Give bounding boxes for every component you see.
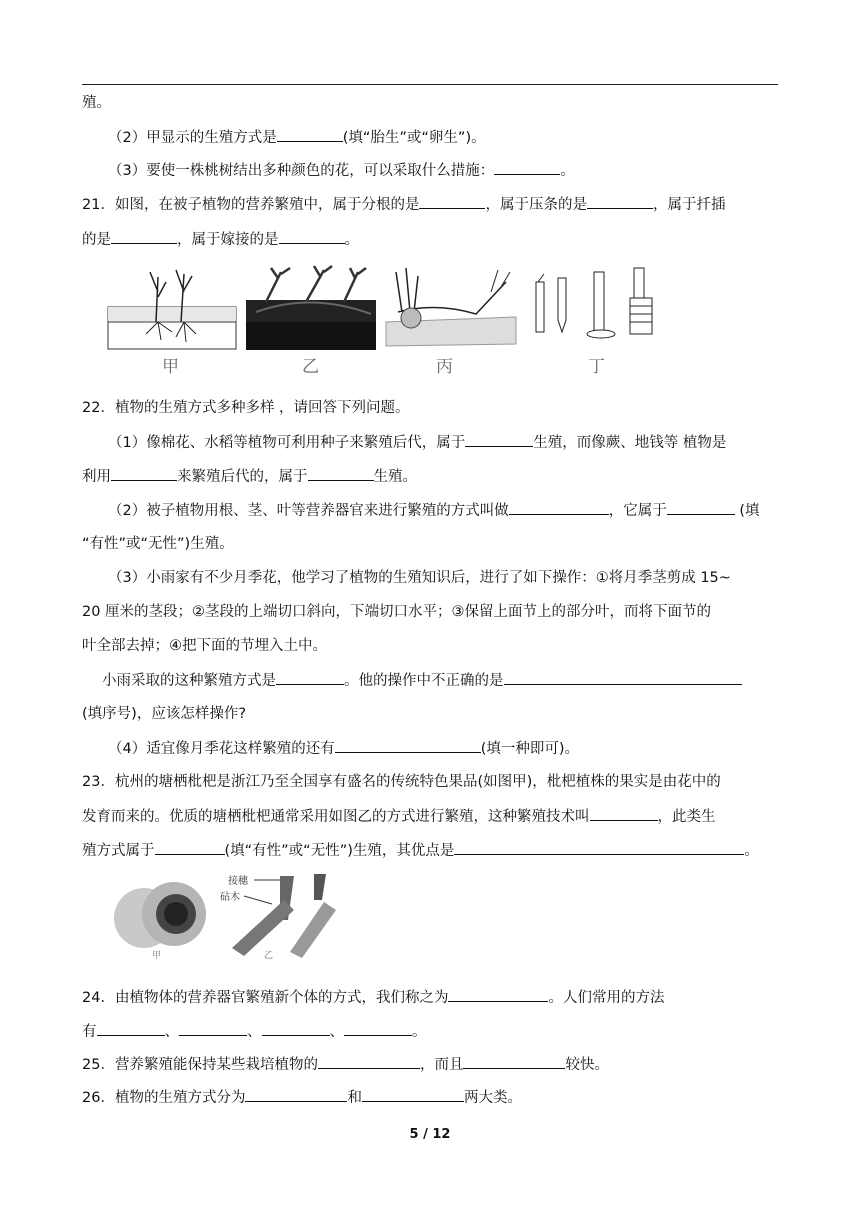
question-22-1-cont: 利用 来繁殖后代的，属于 生殖。: [82, 466, 782, 487]
question-22-3-ask-cont: (填序号)，应该怎样操作?: [82, 706, 247, 722]
question-22-2-cont: “有性”或“无性”)生殖。: [82, 536, 234, 552]
figure-21-label-yi: 乙: [302, 357, 319, 377]
answer-blank[interactable]: [587, 194, 653, 209]
answer-blank[interactable]: [262, 1021, 330, 1036]
page-number: 5 / 12: [409, 1127, 451, 1142]
figure-23-label-rootstock: 砧木: [220, 892, 240, 903]
question-22-3-ask: 小雨采取的这种繁殖方式是 。他的操作中不正确的是: [102, 670, 802, 691]
question-21-cont: 的是 ，属于嫁接的是 。: [82, 229, 782, 250]
answer-blank[interactable]: [279, 229, 345, 244]
answer-blank[interactable]: [448, 987, 548, 1002]
figure-23-yi: [220, 874, 336, 961]
figure-23-label-yi: 乙: [264, 951, 274, 961]
question-23-cont: 殖方式属于 (填“有性”或“无性”)生殖，其优点是 。: [82, 840, 782, 861]
answer-blank[interactable]: [454, 840, 744, 855]
answer-blank[interactable]: [362, 1087, 464, 1102]
question-20-3: （3）要使一株桃树结出多种颜色的花，可以采取什么措施： 。: [108, 160, 808, 181]
answer-blank[interactable]: [111, 466, 177, 481]
question-22-4: （4）适宜像月季花这样繁殖的还有 (填一种即可)。: [108, 738, 808, 759]
figure-23-label-jia: 甲: [152, 951, 162, 961]
question-22: 22．植物的生殖方式多种多样 ，请回答下列问题。: [82, 400, 410, 416]
question-26: 26．植物的生殖方式分为 和 两大类。: [82, 1087, 782, 1108]
question-22-2: （2）被子植物用根、茎、叶等营养器官来进行繁殖的方式叫做 ，它属于 (填: [108, 500, 808, 521]
figure-23-label-scion: 接穗: [228, 876, 248, 887]
figure-21-ding: [536, 268, 652, 377]
answer-blank[interactable]: [155, 840, 225, 855]
question-22-3-cont: 叶全部去掉；④把下面的节埋入土中。: [82, 638, 327, 654]
answer-blank[interactable]: [494, 160, 560, 175]
question-21: 21．如图，在被子植物的营养繁殖中，属于分根的是 ，属于压条的是 ，属于扦插: [82, 194, 782, 215]
answer-blank[interactable]: [335, 738, 481, 753]
figure-21-label-jia: 甲: [162, 357, 179, 377]
question-22-3-cont: 20 厘米的茎段；②茎段的上端切口斜向，下端切口水平；③保留上面节上的部分叶，而将下面节的: [82, 604, 712, 620]
text-line: 殖。: [82, 95, 111, 111]
figure-23-jia: [114, 882, 206, 961]
question-24: 24．由植物体的营养器官繁殖新个体的方式，我们称之为 。人们常用的方法: [82, 987, 782, 1008]
figure-21-yi: [246, 266, 376, 377]
answer-blank[interactable]: [504, 670, 742, 685]
answer-blank[interactable]: [419, 194, 485, 209]
header-rule: [82, 84, 778, 85]
question-22-3: （3）小雨家有不少月季花，他学习了植物的生殖知识后，进行了如下操作：①将月季茎剪成 15~: [108, 570, 731, 586]
question-22-1: （1）像棉花、水稻等植物可利用种子来繁殖后代，属于 生殖，而像蕨、地钱等 植物是: [108, 432, 808, 453]
answer-blank[interactable]: [465, 432, 533, 447]
answer-blank[interactable]: [344, 1021, 412, 1036]
question-23-cont: 发育而来的。优质的塘栖枇杷通常采用如图乙的方式进行繁殖，这种繁殖技术叫 ，此类生: [82, 806, 782, 827]
figure-23-loquat: [104, 870, 374, 962]
answer-blank[interactable]: [509, 500, 609, 515]
answer-blank[interactable]: [318, 1054, 420, 1069]
answer-blank[interactable]: [667, 500, 735, 515]
figure-21-label-ding: 丁: [588, 357, 605, 377]
figure-21-jia: [108, 270, 236, 377]
answer-blank[interactable]: [277, 127, 343, 142]
figure-21-label-bing: 丙: [436, 357, 453, 377]
answer-blank[interactable]: [97, 1021, 165, 1036]
question-20-2: （2）甲显示的生殖方式是 (填“胎生”或“卵生”)。: [108, 127, 808, 148]
answer-blank[interactable]: [245, 1087, 347, 1102]
answer-blank[interactable]: [276, 670, 344, 685]
answer-blank[interactable]: [179, 1021, 247, 1036]
question-23: 23．杭州的塘栖枇杷是浙江乃至全国享有盛名的传统特色果品(如图甲)，枇杷植株的果实是由花中的: [82, 774, 721, 790]
figure-21-bing: [386, 268, 516, 377]
answer-blank[interactable]: [590, 806, 658, 821]
answer-blank[interactable]: [111, 229, 177, 244]
answer-blank[interactable]: [463, 1054, 565, 1069]
question-25: 25．营养繁殖能保持某些栽培植物的 ，而且 较快。: [82, 1054, 782, 1075]
figure-21-propagation: [106, 262, 676, 380]
question-24-cont: 有 、 、 、 。: [82, 1021, 782, 1042]
answer-blank[interactable]: [308, 466, 374, 481]
